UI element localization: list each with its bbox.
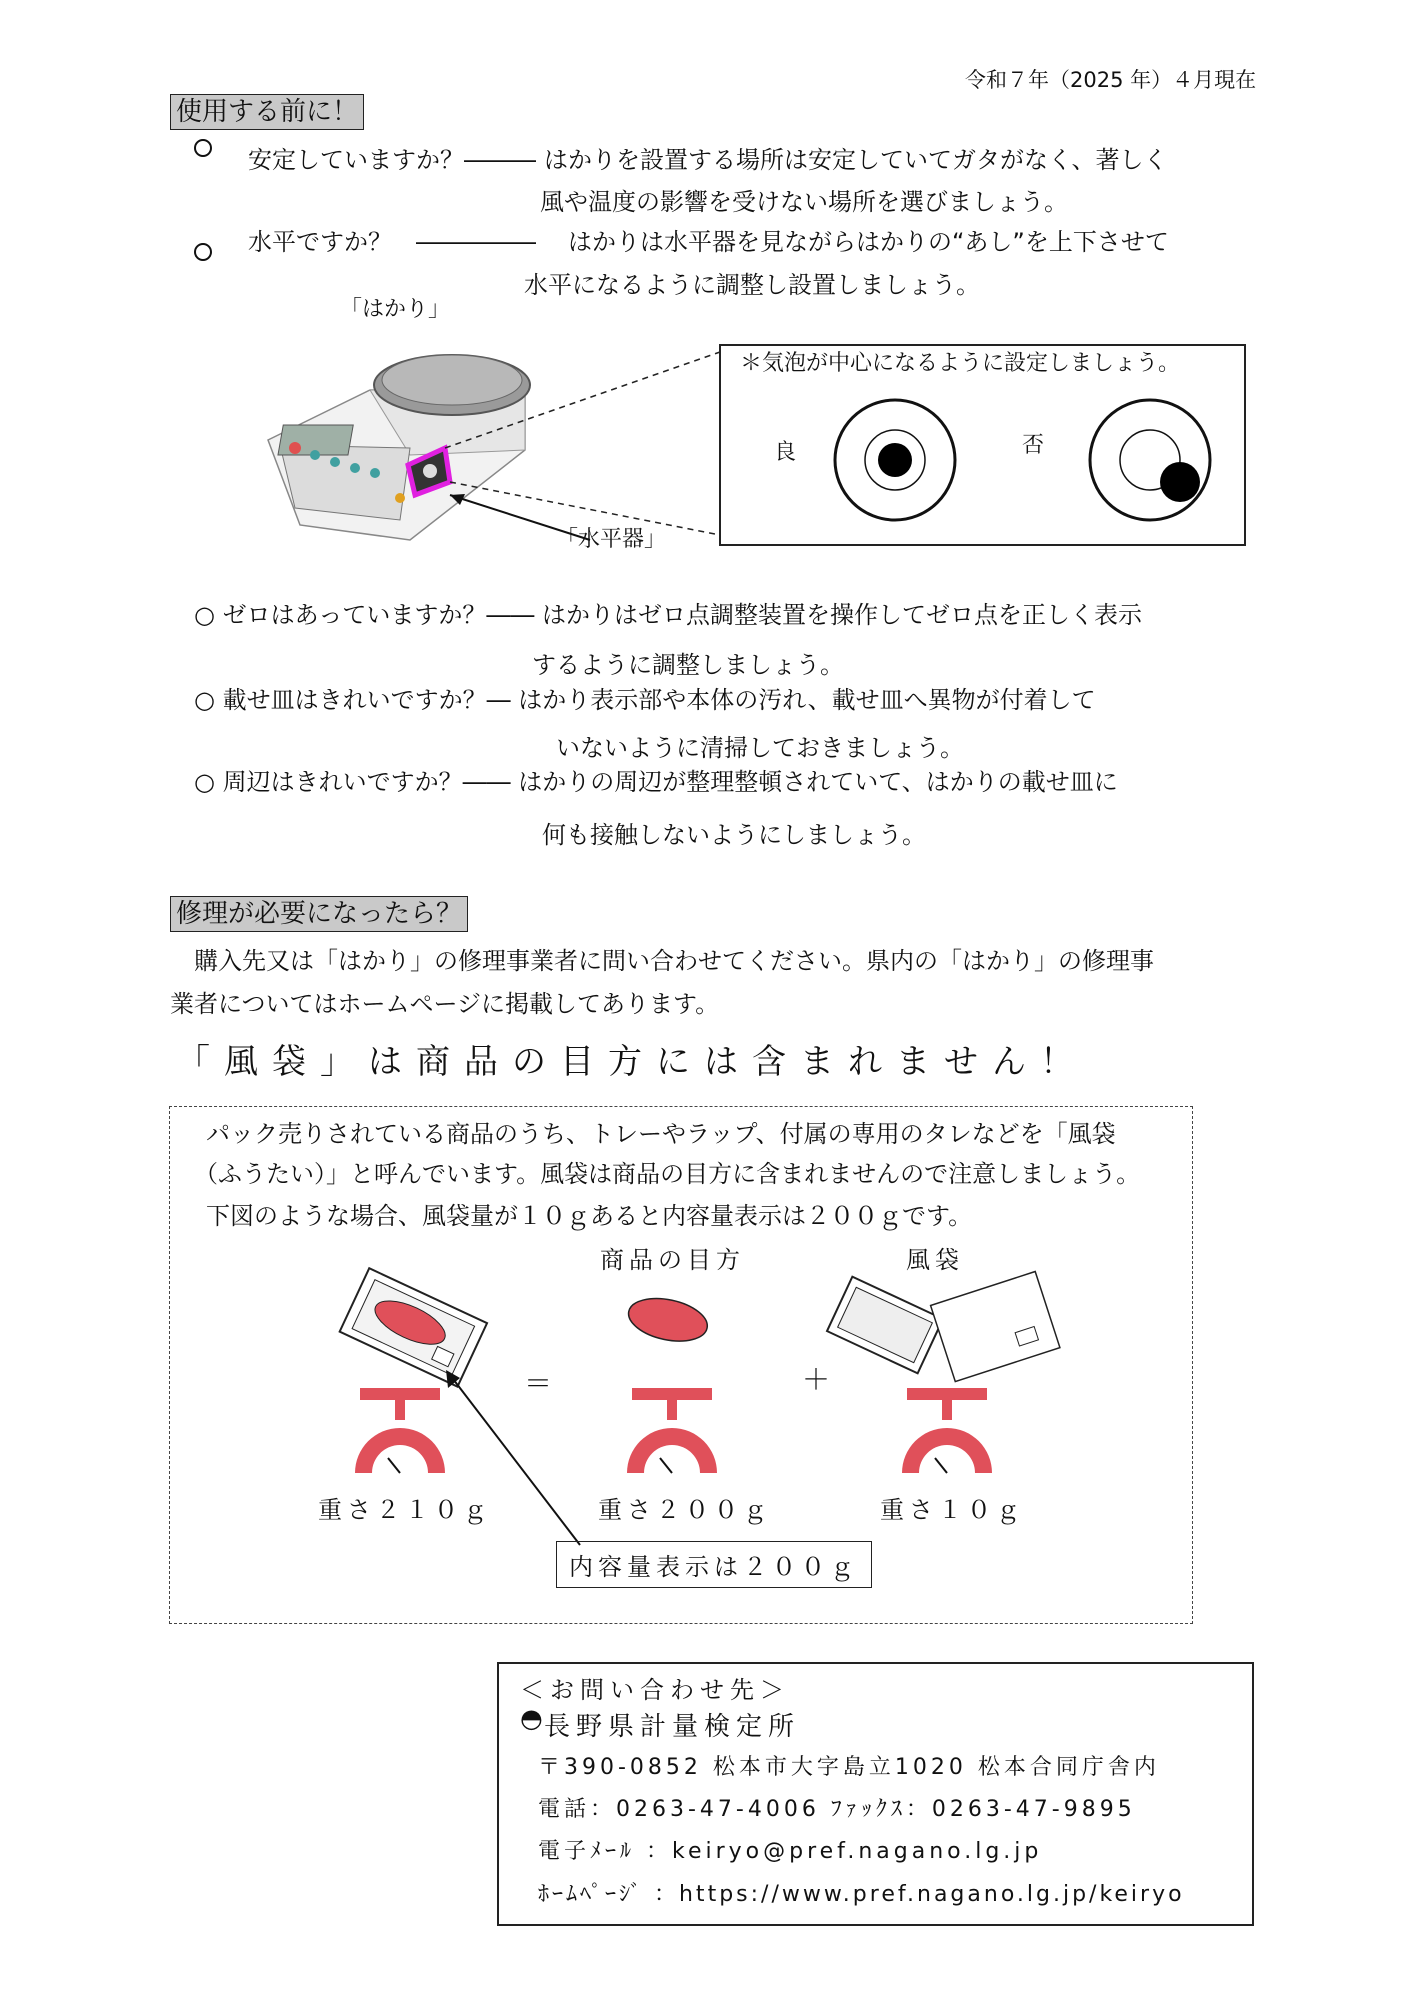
item-zero-line1: ○ ゼロはあっていますか？―― はかりはゼロ点調整装置を操作してゼロ点を正しく表示: [194, 601, 1142, 629]
contact-org: 長野県計量検定所: [544, 1712, 801, 1742]
bullet-circle: [194, 243, 212, 261]
contact-phone: 電話：0263-47-4006 ﾌｧｯｸｽ：0263-47-9895: [538, 1797, 1136, 1822]
red-scale-2: [622, 1388, 722, 1478]
tare-paragraph-2: （ふうたい）」と呼んでいます。風袋は商品の目方に含まれませんので注意しましょう。: [194, 1160, 1141, 1188]
plus-sign: ＋: [802, 1363, 831, 1396]
contact-address: 〒390-0852 松本市大字島立1020 松本合同庁舎内: [538, 1755, 1160, 1780]
item-area-line2: 何も接触しないようにしましょう。: [542, 821, 926, 849]
item-level-question: 水平ですか？ ―――――: [248, 228, 536, 256]
weight-210: 重さ２１０ｇ: [318, 1496, 492, 1524]
goods-weight-label: 商品の目方: [600, 1246, 745, 1274]
section-heading-repair: 修理が必要になったら？: [170, 896, 468, 932]
item-pan-line1: ○ 載せ皿はきれいですか？― はかり表示部や本体の汚れ、載せ皿へ異物が付着して: [194, 686, 1096, 714]
item-pan-line2: いないように清掃しておきましょう。: [556, 734, 964, 762]
level-label: 「水平器」: [556, 527, 667, 552]
repair-text-line2: 業者についてはホームページに掲載してあります。: [170, 990, 720, 1018]
tare-label: 風袋: [906, 1246, 964, 1274]
good-label: 良: [774, 440, 797, 465]
bullet-circle: [194, 139, 212, 157]
bad-label: 否: [1022, 433, 1045, 458]
content-display-box: 内容量表示は２００ｇ: [556, 1541, 872, 1588]
contact-email[interactable]: 電子ﾒｰﾙ ：keiryo@pref.nagano.lg.jp: [538, 1839, 1043, 1864]
repair-text-line1: 購入先又は「はかり」の修理事業者に問い合わせてください。県内の「はかり」の修理事: [170, 947, 1154, 975]
red-scale-3: [897, 1388, 997, 1478]
item-level-answer-2: 水平になるように調整し設置しましょう。: [524, 271, 980, 299]
item-zero-line2: するように調整しましょう。: [532, 651, 844, 679]
tare-paragraph-3: 下図のような場合、風袋量が１０ｇあると内容量表示は２００ｇです。: [206, 1202, 973, 1230]
tare-paragraph-1: パック売りされている商品のうち、トレーやラップ、付属の専用のタレなどを「風袋: [206, 1120, 1116, 1148]
weight-10: 重さ１０ｇ: [880, 1496, 1025, 1524]
section-heading-before-use: 使用する前に！: [170, 94, 364, 130]
bubble-note: ＊気泡が中心になるように設定しましょう。: [740, 351, 1181, 376]
contact-header: ＜お問い合わせ先＞: [520, 1676, 790, 1704]
item-area-line1: ○ 周辺はきれいですか？―― はかりの周辺が整理整頓されていて、はかりの載せ皿に: [194, 768, 1118, 796]
contact-website[interactable]: ﾎｰﾑﾍﾟｰｼﾞ ：https://www.pref.nagano.lg.jp/keiryo: [538, 1882, 1185, 1907]
item-stable-answer-1: はかりを設置する場所は安定していてガタがなく、著しく: [544, 146, 1168, 174]
red-scale-1: [350, 1388, 450, 1478]
date-line: 令和７年（2025 年）４月現在: [965, 68, 1257, 92]
equals-sign: ＝: [524, 1367, 553, 1400]
item-stable-answer-2: 風や温度の影響を受けない場所を選びましょう。: [540, 188, 1068, 216]
item-level-answer-1: はかりは水平器を見ながらはかりの“あし”を上下させて: [568, 228, 1169, 256]
tare-title: 「風袋」は商品の目方には含まれません！: [176, 1042, 1088, 1082]
item-stable-question: 安定していますか？―――: [248, 146, 536, 174]
weight-200: 重さ２００ｇ: [598, 1496, 772, 1524]
contact-org-icon: ◓: [520, 1704, 543, 1734]
scale-label: 「はかり」: [340, 297, 451, 322]
